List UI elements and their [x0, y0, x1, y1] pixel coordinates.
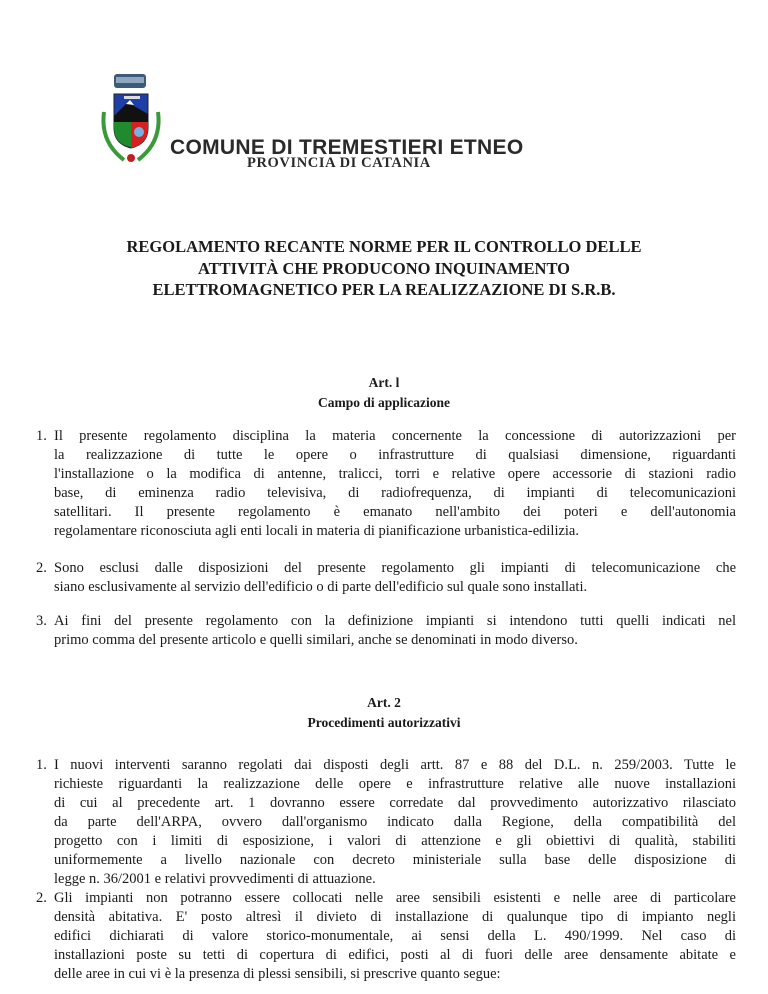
item-number: 2. [36, 890, 47, 906]
list-item [36, 756, 736, 889]
text-line: primo comma del presente articolo e quelli similari, anche se denominati in modo diverso. [54, 632, 578, 648]
list-item [36, 889, 736, 984]
text-line: I nuovi interventi saranno regolati dai disposti degli artt. 87 e 88 del D.L. n. 259/2003. Tutte le [54, 757, 736, 773]
article-1-header [0, 373, 768, 413]
list-item [36, 612, 736, 650]
item-number: 1. [36, 757, 47, 773]
text-line: Ai fini del presente regolamento con la definizione impianti si intendono tutti quelli indicati nel [54, 613, 736, 629]
text-line: installazioni poste su tetti di copertura di edifici, posti al di fuori delle aree densamente abitate e [54, 947, 736, 963]
text-line: la realizzazione di tutte le opere o infrastrutture di qualsiasi dimensione, riguardanti [54, 447, 736, 463]
text-line: base, di eminenza radio televisiva, di radiofrequenza, di impianti di telecomunicazioni [54, 485, 736, 501]
title-line: ATTIVITÀ CHE PRODUCONO INQUINAMENTO [197, 258, 571, 278]
text-line: siano esclusivamente al servizio dell'edificio o di parte dell'edificio sul quale sono installati. [54, 579, 588, 595]
article-heading: Procedimenti autorizzativi [307, 715, 461, 730]
article-number: Art. l [368, 375, 400, 390]
text-line: delle aree in cui vi è la presenza di plessi sensibili, si prescrive quanto segue: [54, 966, 501, 982]
municipal-coat-of-arms-logo [98, 72, 166, 168]
article-heading: Campo di applicazione [317, 395, 450, 410]
list-item [36, 559, 736, 597]
text-line: richieste riguardanti la realizzazione delle opere e infrastrutture relative alle nuove installazioni [54, 776, 736, 792]
article-1-list [36, 427, 736, 650]
text-line: Il presente regolamento disciplina la materia concernente la concessione di autorizzazioni per [54, 428, 736, 444]
text-line: densità abitativa. E' posto altresì il divieto di installazione di qualunque tipo di impianto negli [54, 909, 736, 925]
text-line: uniformemente a livello nazionale con decreto ministeriale sulla base delle disposizione di [54, 852, 736, 868]
item-number: 2. [36, 560, 47, 576]
text-line: Sono esclusi dalle disposizioni del presente regolamento gli impianti di telecomunicazione che [54, 560, 736, 576]
article-2-header [0, 693, 768, 733]
text-line: da parte dell'ARPA, ovvero dall'organismo indicato dalla Regione, della compatibilità del [54, 814, 736, 830]
item-number: 3. [36, 613, 47, 629]
text-line: satellitari. Il presente regolamento è emanato nell'ambito dei poteri e dell'autonomia [54, 504, 736, 520]
title-line: REGOLAMENTO RECANTE NORME PER IL CONTROLLO DELLE [126, 237, 642, 256]
text-line: di cui al precedente art. 1 dovranno essere corredate dal provvedimento autorizzativo rilasciato [54, 795, 736, 811]
item-number: 1. [36, 428, 47, 444]
province-name: PROVINCIA DI CATANIA [247, 155, 431, 171]
document-title [0, 236, 768, 301]
text-line: Gli impianti non potranno essere collocati nelle aree sensibili esistenti e nelle aree di particolare [54, 890, 736, 906]
title-line: ELETTROMAGNETICO PER LA REALIZZAZIONE DI S.R.B. [152, 280, 616, 299]
text-line: regolamentare riconosciuta agli enti locali in materia di pianificazione urbanistica-edilizia. [54, 523, 579, 539]
text-line: edifici dichiarati di valore storico-monumentale, ai sensi della L. 490/1999. Nel caso di [54, 928, 736, 944]
text-line: legge n. 36/2001 e relativi provvedimenti di attuazione. [54, 871, 376, 887]
text-line: l'installazione o la modifica di antenne, tralicci, torri e relative opere accessorie di stazioni radio [54, 466, 736, 482]
text-line: progetto con i limiti di esposizione, i valori di attenzione e gli obiettivi di qualità, stabiliti [54, 833, 736, 849]
municipality-name: COMUNE DI TREMESTIERI ETNEO [170, 136, 524, 159]
article-number: Art. 2 [367, 695, 401, 710]
list-item [36, 427, 736, 541]
article-2-list [36, 756, 736, 984]
